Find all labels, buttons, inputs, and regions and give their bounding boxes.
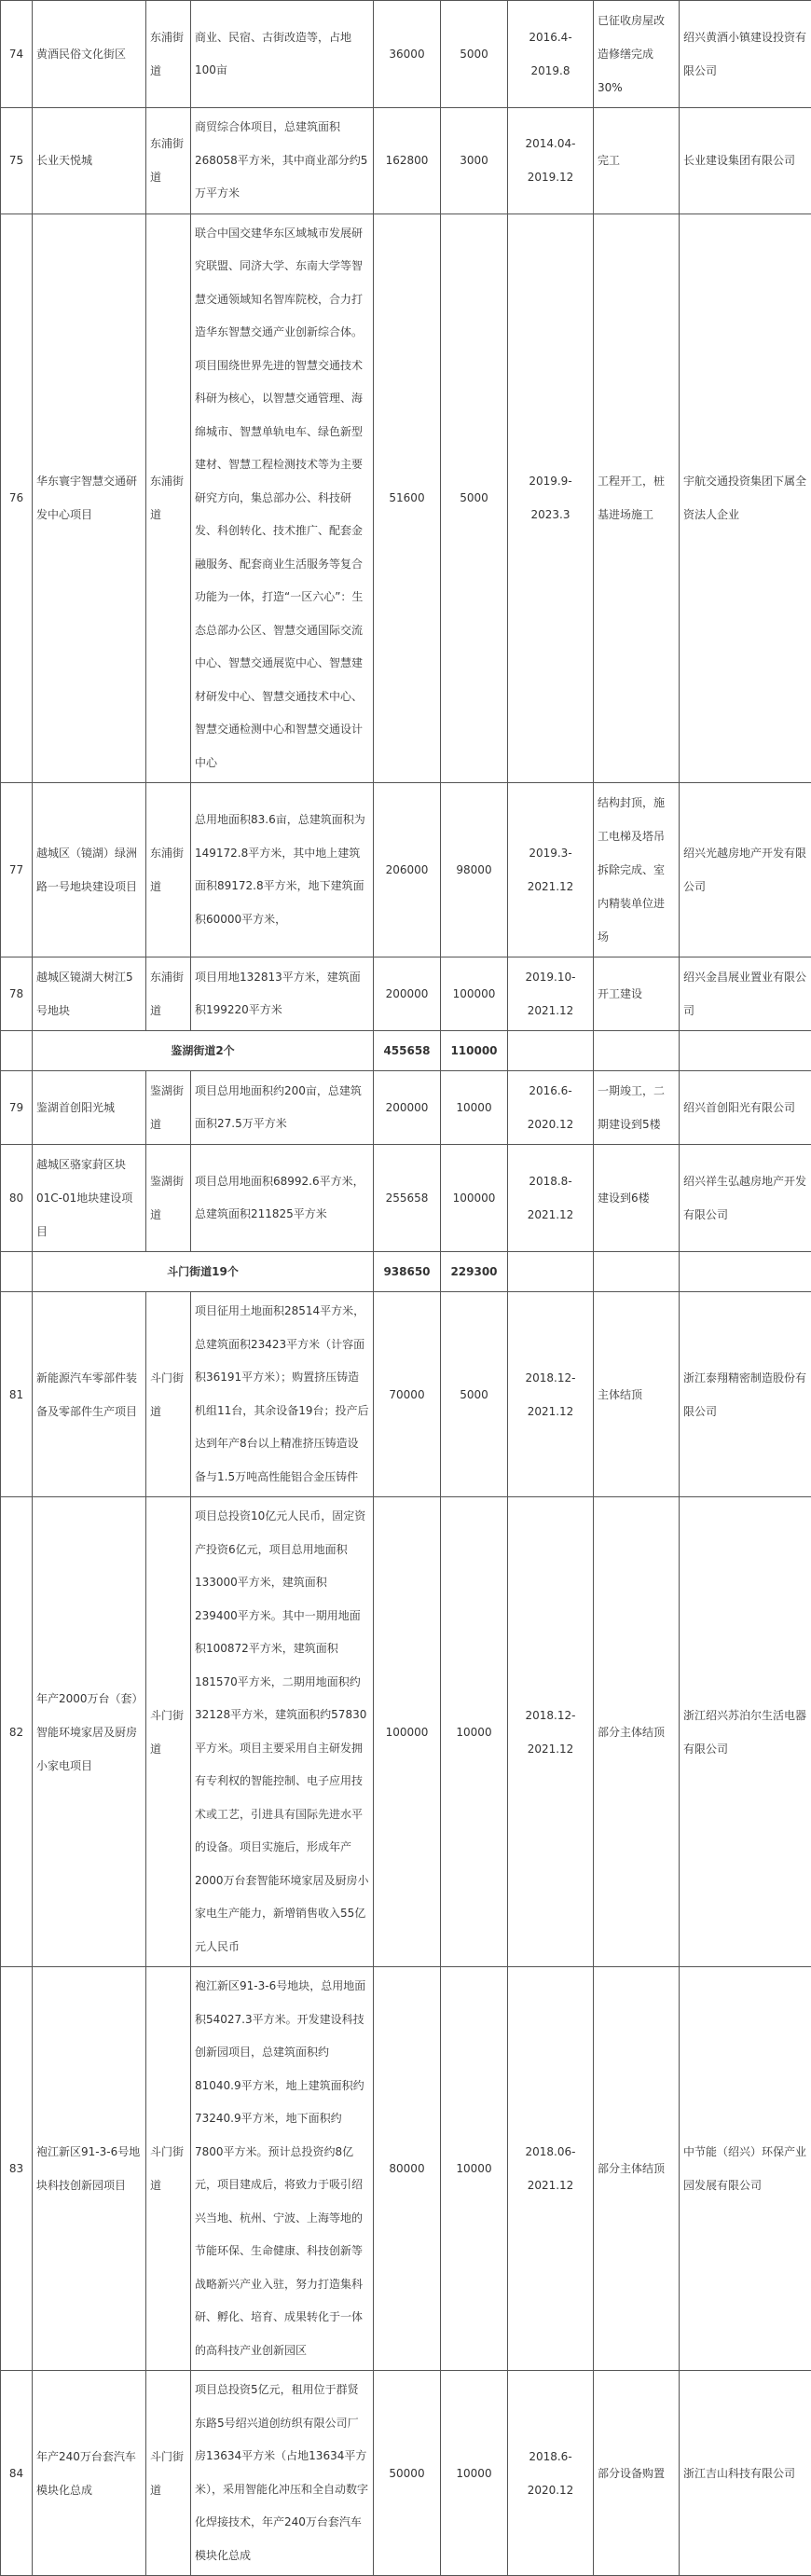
construction-period: 2018.8-2021.12 — [508, 1145, 594, 1252]
owner-unit: 长业建设集团有限公司 — [680, 108, 811, 214]
construction-period: 2018.6-2020.12 — [508, 2371, 594, 2576]
subtotal-annual-investment: 110000 — [441, 1031, 508, 1071]
street: 斗门街道 — [146, 1497, 191, 1967]
district-subtotal-label: 斗门街道19个 — [33, 1252, 374, 1292]
project-name: 越城区骆家葑区块01C-01地块建设项目 — [33, 1145, 146, 1252]
progress: 部分主体结顶 — [594, 1497, 680, 1967]
row-number: 77 — [1, 783, 33, 957]
street: 东浦街道 — [146, 957, 191, 1031]
annual-investment: 100000 — [441, 1145, 508, 1252]
annual-investment: 98000 — [441, 783, 508, 957]
project-name: 黄酒民俗文化街区 — [33, 1, 146, 108]
row-number: 84 — [1, 2371, 33, 2576]
table-row — [1, 108, 811, 214]
row-number: 83 — [1, 1967, 33, 2371]
project-description: 项目总投资10亿元人民币，固定资产投资6亿元，项目总用地面积133000平方米，建筑面积239400平方米。其中一期用地面积100872平方米，建筑面积181570平方米，二期用地面积约32128平方米，建筑面积约57830平方米。项目主要采用自主研发拥有专利权的智能控制、电子应用技术或工艺，引进具有国际先进水平的设备。项目实施后，形成年产2000万台套智能环境家居及厨房小家电生产能力，新增销售收入55亿元人民币 — [191, 1497, 374, 1967]
street: 鉴湖街道 — [146, 1071, 191, 1145]
project-name: 越城区（镜湖）绿洲路一号地块建设项目 — [33, 783, 146, 957]
total-investment: 51600 — [374, 214, 441, 783]
empty-cell — [594, 1031, 680, 1071]
project-name: 华东寰宇智慧交通研发中心项目 — [33, 214, 146, 783]
owner-unit: 浙江绍兴苏泊尔生活电器有限公司 — [680, 1497, 811, 1967]
annual-investment: 10000 — [441, 1071, 508, 1145]
annual-investment: 10000 — [441, 1497, 508, 1967]
construction-period: 2019.3-2021.12 — [508, 783, 594, 957]
total-investment: 200000 — [374, 1071, 441, 1145]
construction-period: 2018.06-2021.12 — [508, 1967, 594, 2371]
project-name: 年产240万台套汽车模块化总成 — [33, 2371, 146, 2576]
progress: 主体结顶 — [594, 1292, 680, 1497]
row-number: 79 — [1, 1071, 33, 1145]
progress: 一期竣工，二期建设到5楼 — [594, 1071, 680, 1145]
project-description: 商业、民宿、古街改造等，占地100亩 — [191, 1, 374, 108]
progress: 开工建设 — [594, 957, 680, 1031]
row-number: 75 — [1, 108, 33, 214]
table-row — [1, 1, 811, 108]
owner-unit: 中节能（绍兴）环保产业园发展有限公司 — [680, 1967, 811, 2371]
project-name: 鉴湖首创阳光城 — [33, 1071, 146, 1145]
project-description: 项目总用地面积68992.6平方米，总建筑面积211825平方米 — [191, 1145, 374, 1252]
empty-cell — [680, 1031, 811, 1071]
construction-period: 2018.12-2021.12 — [508, 1497, 594, 1967]
total-investment: 255658 — [374, 1145, 441, 1252]
annual-investment: 5000 — [441, 214, 508, 783]
subtotal-total-investment: 455658 — [374, 1031, 441, 1071]
row-number — [1, 1031, 33, 1071]
total-investment: 206000 — [374, 783, 441, 957]
project-name: 年产2000万台（套）智能环境家居及厨房小家电项目 — [33, 1497, 146, 1967]
row-number: 81 — [1, 1292, 33, 1497]
progress: 建设到6楼 — [594, 1145, 680, 1252]
table-row — [1, 1071, 811, 1145]
street: 鉴湖街道 — [146, 1145, 191, 1252]
row-number: 82 — [1, 1497, 33, 1967]
construction-period: 2018.12-2021.12 — [508, 1292, 594, 1497]
row-number — [1, 1252, 33, 1292]
annual-investment: 100000 — [441, 957, 508, 1031]
total-investment: 80000 — [374, 1967, 441, 2371]
construction-period: 2019.10-2021.12 — [508, 957, 594, 1031]
progress: 部分设备购置 — [594, 2371, 680, 2576]
row-number: 74 — [1, 1, 33, 108]
project-description: 项目征用土地面积28514平方米，总建筑面积23423平方米（计容面积36191平方米）；购置挤压铸造机组11台，其余设备19台；投产后达到年产8台以上精准挤压铸造设备与1.5万吨高性能铝合金压铸件 — [191, 1292, 374, 1497]
project-description: 项目总投资5亿元，租用位于群贤东路5号绍兴道创纺织有限公司厂房13634平方米（占地13634平方米），采用智能化冲压和全自动数字化焊接技术，年产240万台套汽车模块化总成 — [191, 2371, 374, 2576]
table-row — [1, 1145, 811, 1252]
empty-cell — [680, 1252, 811, 1292]
row-number: 80 — [1, 1145, 33, 1252]
construction-period: 2014.04-2019.12 — [508, 108, 594, 214]
empty-cell — [508, 1031, 594, 1071]
owner-unit: 绍兴首创阳光有限公司 — [680, 1071, 811, 1145]
table-row — [1, 1967, 811, 2371]
total-investment: 50000 — [374, 2371, 441, 2576]
annual-investment: 10000 — [441, 2371, 508, 2576]
subtotal-total-investment: 938650 — [374, 1252, 441, 1292]
total-investment: 162800 — [374, 108, 441, 214]
owner-unit: 绍兴光越房地产开发有限公司 — [680, 783, 811, 957]
owner-unit: 浙江吉山科技有限公司 — [680, 2371, 811, 2576]
owner-unit: 绍兴黄酒小镇建设投资有限公司 — [680, 1, 811, 108]
row-number: 76 — [1, 214, 33, 783]
subtotal-row — [1, 1031, 811, 1071]
street: 斗门街道 — [146, 1292, 191, 1497]
annual-investment: 5000 — [441, 1, 508, 108]
subtotal-row — [1, 1252, 811, 1292]
total-investment: 36000 — [374, 1, 441, 108]
project-name: 新能源汽车零部件装备及零部件生产项目 — [33, 1292, 146, 1497]
project-name: 袍江新区91-3-6号地块科技创新园项目 — [33, 1967, 146, 2371]
table-row — [1, 1292, 811, 1497]
subtotal-annual-investment: 229300 — [441, 1252, 508, 1292]
progress: 结构封顶，施工电梯及塔吊拆除完成、室内精装单位进场 — [594, 783, 680, 957]
project-name: 长业天悦城 — [33, 108, 146, 214]
street: 斗门街道 — [146, 1967, 191, 2371]
progress: 已征收房屋改造修缮完成30% — [594, 1, 680, 108]
total-investment: 70000 — [374, 1292, 441, 1497]
owner-unit: 浙江泰翔精密制造股份有限公司 — [680, 1292, 811, 1497]
table-row — [1, 783, 811, 957]
empty-cell — [594, 1252, 680, 1292]
progress: 工程开工，桩基进场施工 — [594, 214, 680, 783]
empty-cell — [508, 1252, 594, 1292]
total-investment: 100000 — [374, 1497, 441, 1967]
street: 东浦街道 — [146, 1, 191, 108]
project-description: 商贸综合体项目，总建筑面积268058平方米，其中商业部分约5万平方米 — [191, 108, 374, 214]
table-row — [1, 2371, 811, 2576]
street: 东浦街道 — [146, 783, 191, 957]
construction-period: 2016.6-2020.12 — [508, 1071, 594, 1145]
project-description: 总用地面积83.6亩，总建筑面积为149172.8平方米，其中地上建筑面积89172.8平方米，地下建筑面积60000平方米， — [191, 783, 374, 957]
construction-period: 2019.9-2023.3 — [508, 214, 594, 783]
project-description: 联合中国交建华东区域城市发展研究联盟、同济大学、东南大学等智慧交通领域知名智库院校，合力打造华东智慧交通产业创新综合体。项目围绕世界先进的智慧交通技术科研为核心，以智慧交通管理、海绵城市、智慧单轨电车、绿色新型建材、智慧工程检测技术等为主要研究方向，集总部办公、科技研发、科创转化、技术推广、配套金融服务、配套商业生活服务等复合功能为一体，打造“一区六心”：生态总部办公区、智慧交通国际交流中心、智慧交通展览中心、智慧建材研发中心、智慧交通技术中心、智慧交通检测中心和智慧交通设计中心 — [191, 214, 374, 783]
project-description: 项目用地132813平方米，建筑面积199220平方米 — [191, 957, 374, 1031]
progress: 部分主体结顶 — [594, 1967, 680, 2371]
owner-unit: 绍兴祥生弘越房地产开发有限公司 — [680, 1145, 811, 1252]
progress: 完工 — [594, 108, 680, 214]
table-row — [1, 1497, 811, 1967]
owner-unit: 宇航交通投资集团下属全资法人企业 — [680, 214, 811, 783]
project-description: 项目总用地面积约200亩，总建筑面积27.5万平方米 — [191, 1071, 374, 1145]
annual-investment: 3000 — [441, 108, 508, 214]
row-number: 78 — [1, 957, 33, 1031]
project-name: 越城区镜湖大树江5号地块 — [33, 957, 146, 1031]
district-subtotal-label: 鉴湖街道2个 — [33, 1031, 374, 1071]
owner-unit: 绍兴金昌展业置业有限公司 — [680, 957, 811, 1031]
project-description: 袍江新区91-3-6号地块，总用地面积54027.3平方米。开发建设科技创新园项目，总建筑面积约81040.9平方米，地上建筑面积约73240.9平方米，地下面积约7800平方米。预计总投资约8亿元，项目建成后，将致力于吸引绍兴当地、杭州、宁波、上海等地的节能环保、生命健康、科技创新等战略新兴产业入驻，努力打造集科研、孵化、培育、成果转化于一体的高科技产业创新园区 — [191, 1967, 374, 2371]
annual-investment: 5000 — [441, 1292, 508, 1497]
street: 东浦街道 — [146, 108, 191, 214]
total-investment: 200000 — [374, 957, 441, 1031]
table-row — [1, 214, 811, 783]
street: 东浦街道 — [146, 214, 191, 783]
table-row — [1, 957, 811, 1031]
street: 斗门街道 — [146, 2371, 191, 2576]
construction-period: 2016.4-2019.8 — [508, 1, 594, 108]
annual-investment: 10000 — [441, 1967, 508, 2371]
